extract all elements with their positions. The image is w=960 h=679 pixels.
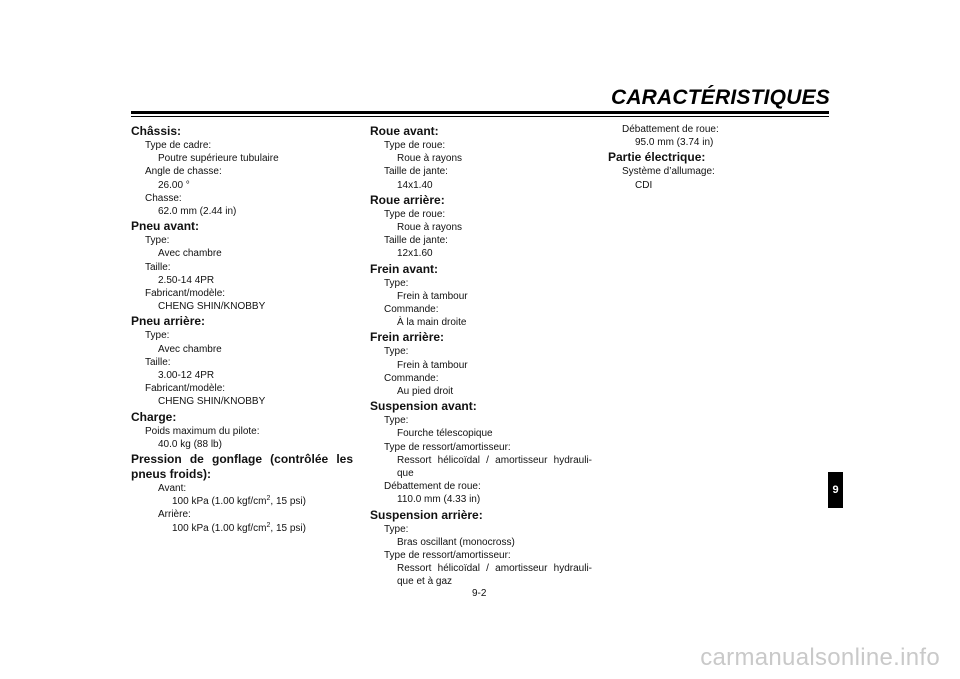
spec-column-1 — [131, 123, 353, 535]
spec-value: 12x1.60 — [397, 248, 433, 260]
spec-label: Type de roue: — [384, 208, 446, 220]
spec-label: Taille de jante: — [384, 166, 448, 178]
spec-column-3 — [608, 123, 830, 192]
spec-label: Avant: — [158, 483, 187, 495]
section-heading-tire-pressure: Pression de gonflage (contrôlée les pneus froids): — [131, 452, 353, 482]
chapter-tab: 9 — [828, 472, 843, 508]
spec-value: 26.00 ° — [158, 179, 190, 191]
spec-value: 40.0 kg (88 lb) — [158, 438, 222, 450]
section-heading-rear-brake: Frein arrière: — [370, 330, 445, 345]
spec-column-2 — [370, 123, 592, 589]
spec-value: 62.0 mm (2.44 in) — [158, 206, 237, 218]
spec-label: Taille: — [145, 261, 171, 273]
spec-value: Fourche télescopique — [397, 428, 493, 440]
spec-label: Taille: — [145, 356, 171, 368]
spec-label: Type de cadre: — [145, 140, 212, 151]
spec-label: Fabricant/modèle: — [145, 288, 226, 300]
superscript: 2 — [266, 521, 271, 529]
spec-label: Type: — [384, 523, 409, 535]
spec-label: Type de ressort/amortisseur: — [384, 441, 511, 453]
spec-label: Commande: — [384, 372, 439, 384]
spec-label: Type: — [384, 277, 409, 289]
spec-label: Type: — [384, 415, 409, 427]
spec-value: 95.0 mm (3.74 in) — [635, 137, 714, 149]
spec-label: Débattement de roue: — [384, 481, 481, 493]
spec-value: 14x1.40 — [397, 179, 433, 191]
spec-label: Fabricant/modèle: — [145, 383, 226, 395]
spec-value: CHENG SHIN/KNOBBY — [158, 396, 266, 408]
section-heading-electrical: Partie électrique: — [608, 150, 706, 165]
section-heading-front-suspension: Suspension avant: — [370, 399, 477, 414]
spec-label: Angle de chasse: — [145, 166, 222, 178]
section-heading-rear-tire: Pneu arrière: — [131, 314, 206, 329]
superscript: 2 — [266, 495, 271, 503]
spec-value: Ressort hélicoïdal / amortisseur hydrauli-que et à gaz — [397, 563, 592, 588]
section-heading-chassis: Châssis: — [131, 124, 182, 138]
spec-label: Arrière: — [158, 509, 191, 521]
section-heading-front-brake: Frein avant: — [370, 261, 439, 276]
spec-label: Type de roue: — [384, 140, 446, 151]
spec-label: Type de ressort/amortisseur: — [384, 550, 511, 562]
spec-value: 3.00-12 4PR — [158, 370, 215, 382]
spec-label: Chasse: — [145, 192, 182, 204]
spec-label: Système d’allumage: — [622, 166, 715, 178]
spec-value-part: , 15 psi) — [270, 496, 306, 508]
spec-value: Avec chambre — [158, 343, 222, 355]
spec-value: Bras oscillant (monocross) — [397, 536, 515, 548]
spec-value — [131, 495, 353, 508]
spec-value: CHENG SHIN/KNOBBY — [158, 301, 266, 313]
spec-value: Frein à tambour — [397, 359, 468, 371]
section-heading-rear-wheel: Roue arrière: — [370, 192, 445, 207]
spec-label: Poids maximum du pilote: — [145, 425, 260, 437]
spec-value: À la main droite — [397, 317, 467, 329]
spec-label: Type: — [145, 330, 170, 342]
spec-value: Au pied droit — [397, 386, 454, 398]
section-heading-load: Charge: — [131, 409, 177, 424]
spec-value: 2.50-14 4PR — [158, 274, 215, 286]
spec-value-part: 100 kPa (1.00 kgf/cm — [172, 522, 267, 534]
spec-value: 110.0 mm (4.33 in) — [397, 494, 481, 506]
spec-value: Ressort hélicoïdal / amortisseur hydrauli-que — [397, 454, 592, 480]
spec-value: CDI — [635, 179, 653, 191]
spec-label: Type: — [384, 346, 409, 358]
watermark: carmanualsonline.info — [700, 644, 940, 671]
spec-value: Avec chambre — [158, 248, 222, 260]
spec-value: Frein à tambour — [397, 290, 468, 302]
page-number: 9-2 — [472, 588, 487, 599]
spec-value-part: 100 kPa (1.00 kgf/cm — [172, 496, 267, 508]
spec-label: Débattement de roue: — [622, 124, 719, 135]
spec-value: Roue à rayons — [397, 153, 463, 165]
section-heading-rear-suspension: Suspension arrière: — [370, 507, 483, 522]
header-rule-thin — [131, 116, 829, 117]
spec-value: Roue à rayons — [397, 222, 463, 234]
spec-label: Type: — [145, 235, 170, 247]
spec-value — [131, 522, 353, 535]
spec-value: Poutre supérieure tubulaire — [158, 153, 279, 165]
section-heading-front-wheel: Roue avant: — [370, 124, 439, 138]
spec-label: Taille de jante: — [384, 235, 448, 247]
spec-value-part: , 15 psi) — [270, 522, 306, 534]
spec-label: Commande: — [384, 304, 439, 316]
page-title: CARACTÉRISTIQUES — [610, 86, 830, 109]
section-heading-front-tire: Pneu avant: — [131, 219, 200, 234]
header-rule-thick — [131, 111, 829, 114]
